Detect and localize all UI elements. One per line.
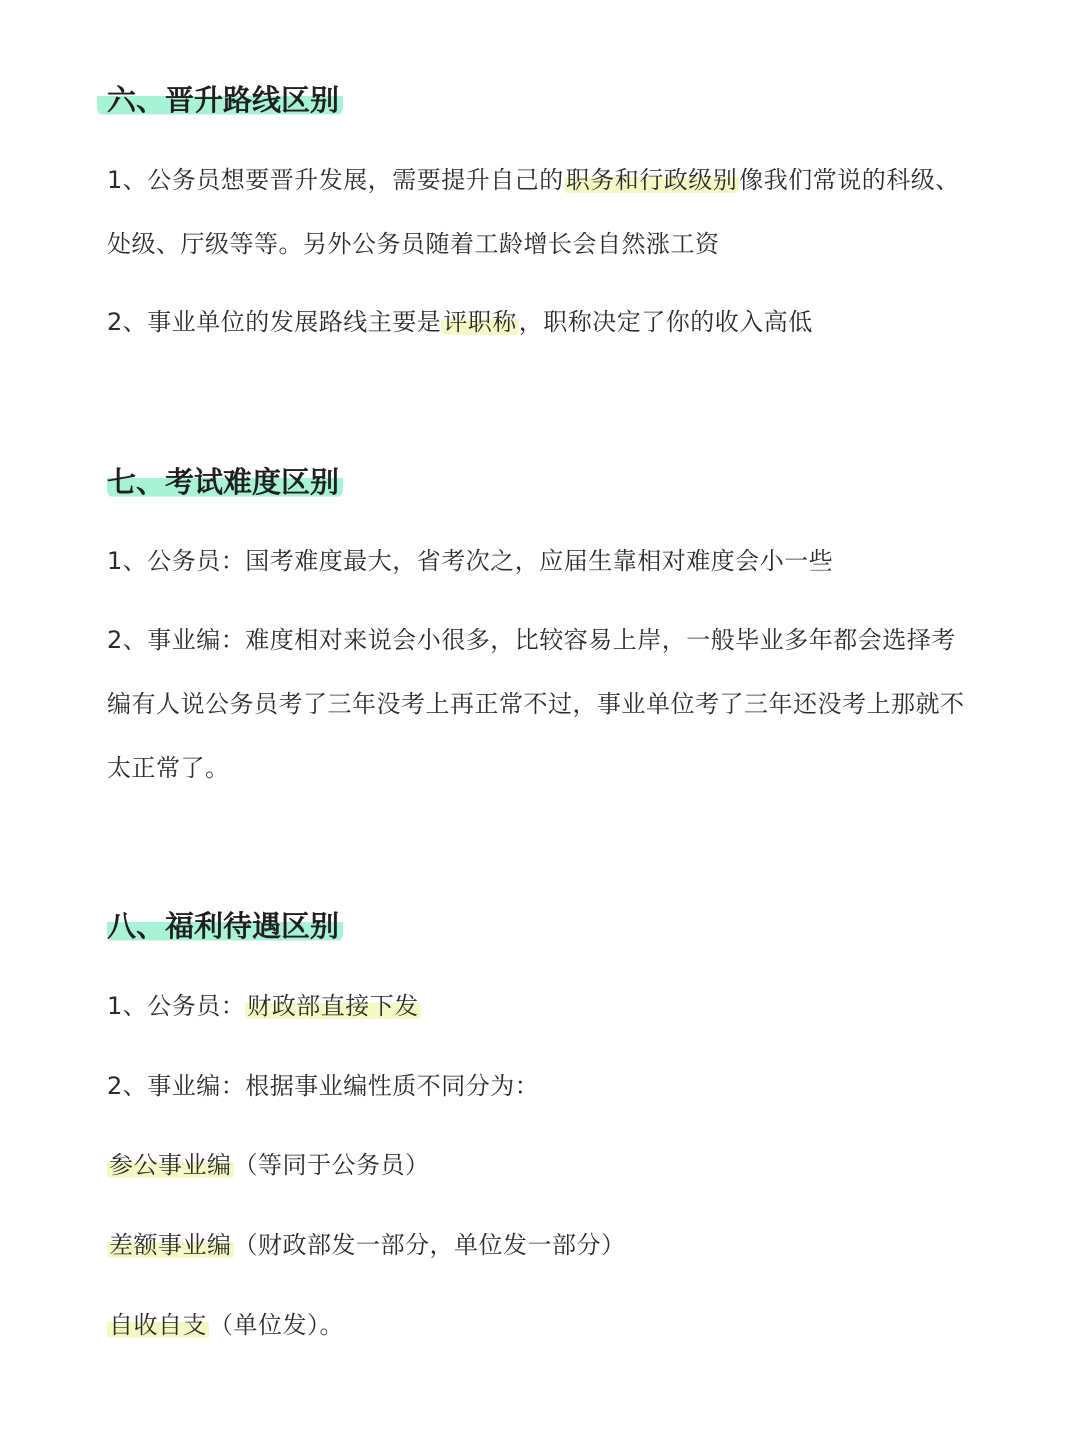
paragraph-promotion-civil-servant <box>107 148 967 276</box>
paragraph-benefits-institution <box>107 1066 967 1106</box>
paragraph-exam-institution <box>107 608 967 800</box>
paragraph-benefits-type-2 <box>107 1225 967 1265</box>
text-segment: 1、公务员：国考难度最大，省考次之，应届生靠相对难度会小一些 <box>107 547 834 575</box>
highlighted-text: 自收自支 <box>109 1311 207 1339</box>
text-segment: 1、公务员： <box>107 992 246 1020</box>
text-segment: 1、公务员想要晋升发展，需要提升自己的 <box>107 166 564 194</box>
heading-highlight: 八、福利待遇区别 <box>107 909 343 943</box>
text-segment: （财政部发一部分，单位发一部分） <box>233 1231 626 1259</box>
section-heading-promotion <box>107 80 343 120</box>
paragraph-benefits-type-3 <box>107 1305 967 1345</box>
text-segment: 2、事业单位的发展路线主要是 <box>107 308 442 336</box>
text-segment: 2、事业编：难度相对来说会小很多，比较容易上岸，一般毕业多年都会选择考编有人说公务员考了三年没考上再正常不过，事业单位考了三年还没考上那就不太正常了。 <box>107 626 965 782</box>
heading-highlight: 六、晋升路线区别 <box>97 83 343 117</box>
text-segment: 像我们常说的科级、处级、厅级等等。另外公务员随着工龄增长会自然涨工资 <box>107 166 960 258</box>
highlighted-text: 职务和行政级别 <box>565 166 738 194</box>
heading-highlight: 七、考试难度区别 <box>107 465 343 499</box>
text-segment: ，职称决定了你的收入高低 <box>518 308 813 336</box>
highlighted-text: 财政部直接下发 <box>247 992 419 1020</box>
section-heading-exam-difficulty <box>107 462 343 502</box>
text-segment: （单位发）。 <box>209 1311 344 1339</box>
section-heading-benefits <box>107 906 343 946</box>
highlighted-text: 参公事业编 <box>109 1151 232 1179</box>
text-segment: 2、事业编：根据事业编性质不同分为： <box>107 1072 540 1100</box>
paragraph-benefits-type-1 <box>107 1145 967 1185</box>
paragraph-exam-civil-servant <box>107 541 967 581</box>
highlighted-text: 评职称 <box>443 308 517 336</box>
paragraph-benefits-civil-servant <box>107 986 967 1026</box>
text-segment: （等同于公务员） <box>233 1151 430 1179</box>
paragraph-promotion-institution <box>107 302 967 342</box>
highlighted-text: 差额事业编 <box>109 1231 232 1259</box>
